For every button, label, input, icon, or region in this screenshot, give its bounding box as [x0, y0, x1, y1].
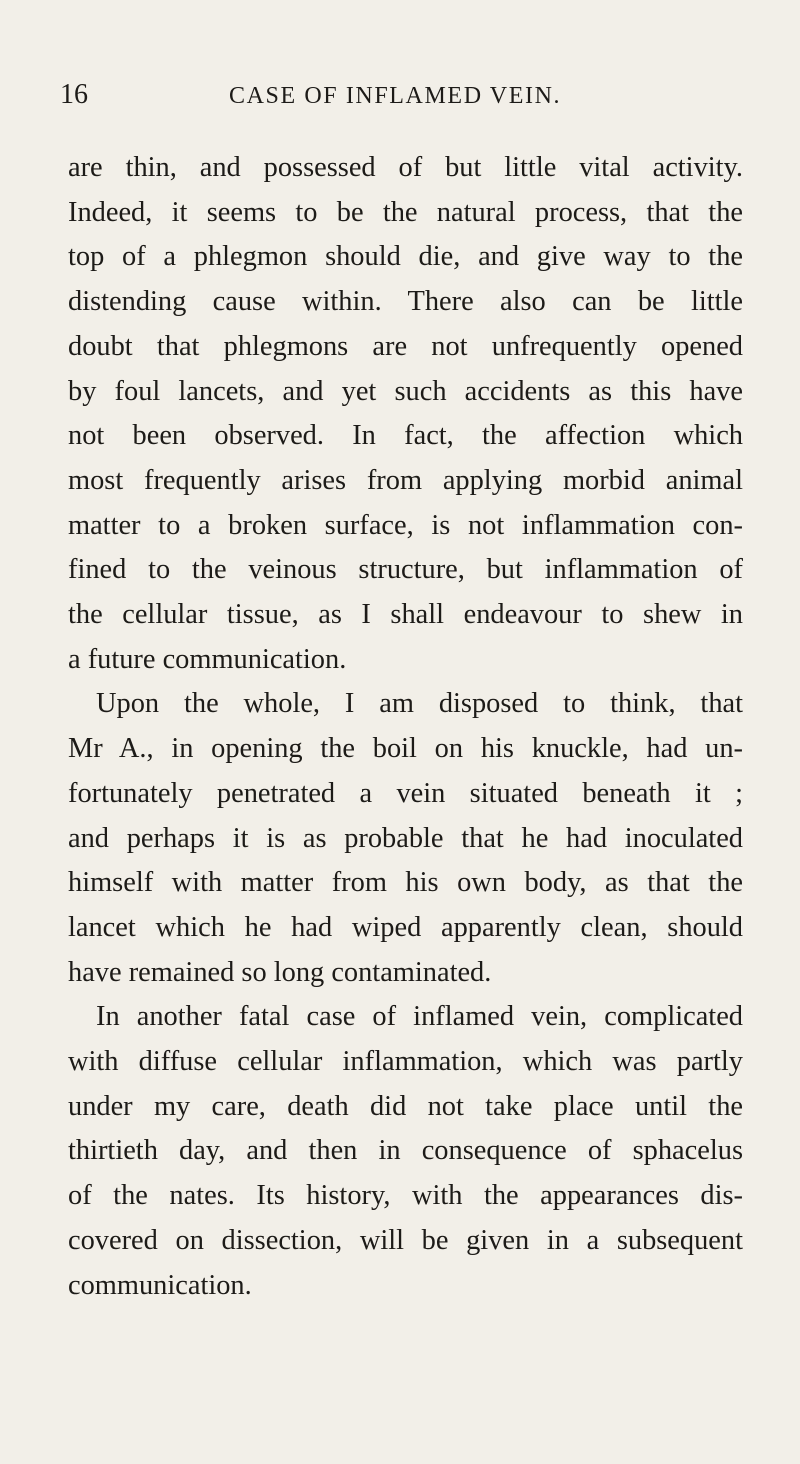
text-line: distending cause within. There also can be little — [68, 286, 743, 318]
text-line: are thin, and possessed of but little vital activity. — [68, 152, 743, 183]
text-line: Indeed, it seems to be the natural process, that the — [68, 196, 743, 228]
page-number: 16 — [60, 79, 88, 110]
text-line: not been observed. In fact, the affection which — [68, 420, 743, 452]
text-line: covered on dissection, will be given in a subsequent — [68, 1224, 743, 1256]
text-line: lancet which he had wiped apparently clean, should — [68, 911, 743, 943]
text-line: with diffuse cellular inflammation, which was partly — [68, 1046, 743, 1078]
text-line: under my care, death did not take place until the — [68, 1090, 743, 1122]
text-line: Upon the whole, I am disposed to think, that — [96, 688, 743, 720]
text-line: fortunately penetrated a vein situated beneath it ; — [68, 777, 743, 809]
text-line: the cellular tissue, as I shall endeavour to shew in — [68, 599, 743, 631]
text-line: a future communication. — [68, 643, 347, 675]
text-line: himself with matter from his own body, as that the — [68, 867, 743, 899]
text-line: of the nates. Its history, with the appearances dis- — [68, 1180, 743, 1212]
text-line: have remained so long contaminated. — [68, 956, 492, 988]
text-line: doubt that phlegmons are not unfrequently opened — [68, 330, 743, 362]
text-line: In another fatal case of inflamed vein, complicated — [96, 1001, 743, 1033]
text-line: fined to the veinous structure, but inflammation of — [68, 554, 743, 586]
text-line: Mr A., in opening the boil on his knuckle, had un- — [68, 733, 743, 765]
text-line: most frequently arises from applying morbid animal — [68, 464, 743, 496]
text-line: communication. — [68, 1269, 252, 1301]
text-line: by foul lancets, and yet such accidents as this have — [68, 375, 743, 407]
text-line: thirtieth day, and then in consequence of sphacelus — [68, 1135, 743, 1167]
body-text — [68, 146, 743, 1308]
text-line: matter to a broken surface, is not inflammation con- — [68, 509, 743, 541]
text-line: and perhaps it is as probable that he had inoculated — [68, 822, 743, 854]
running-title: CASE OF INFLAMED VEIN. — [229, 83, 562, 109]
text-line: top of a phlegmon should die, and give way to the — [68, 241, 743, 273]
